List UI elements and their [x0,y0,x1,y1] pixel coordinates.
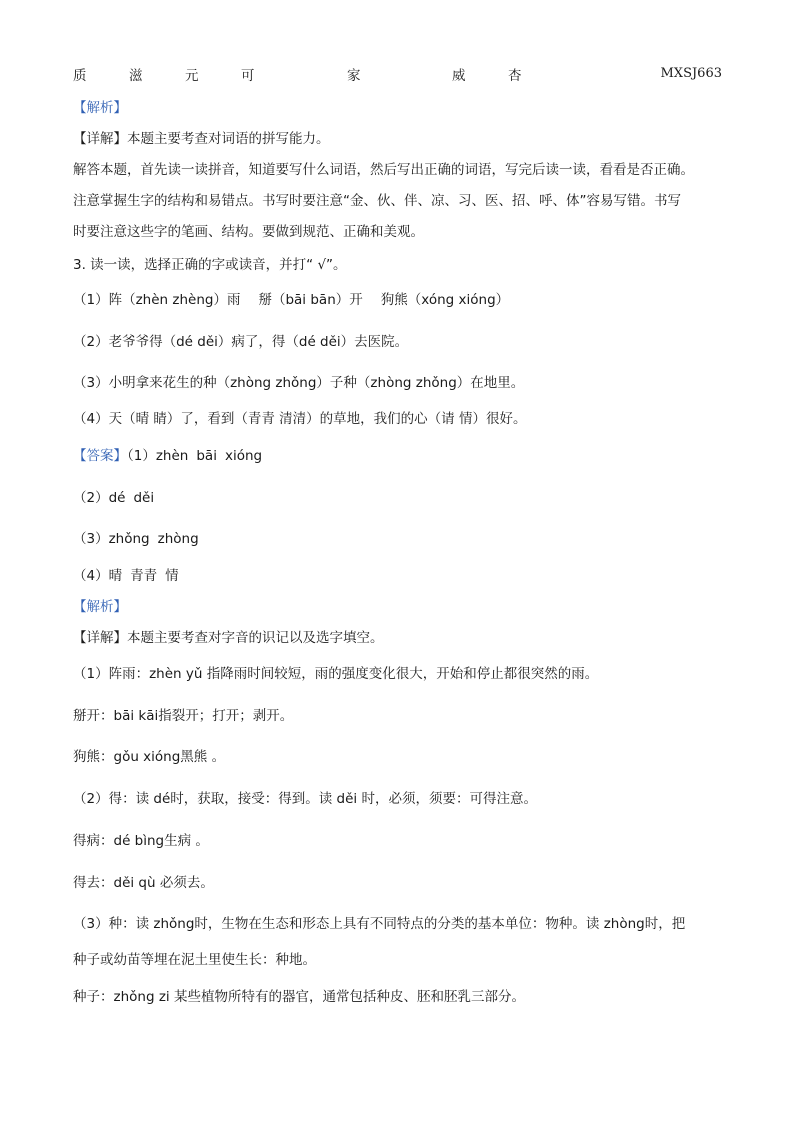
answer-value: 青青 [130,568,158,584]
answer-value: bāi [196,448,217,464]
answer-value: dé [108,490,126,506]
answer-value: zhòng [157,531,199,547]
detail-text: 本题主要考查对词语的拼写能力。 [127,131,330,147]
explanation: 掰开：bāi kāi指裂开；打开；剥开。 [73,708,294,724]
detail-line [73,628,384,648]
answer-label: （4） [73,568,109,584]
question-item-1 [73,290,509,310]
explanation: 种子：zhǒng zi 某些植物所特有的器官，通常包括种皮、胚和胚乳三部分。 [73,989,525,1005]
explanation: 种子或幼苗等埋在泥土里使生长：种地。 [73,952,316,968]
explanation: （2）得：读 dé时，获取，接受：得到。读 děi 时，必须，须要：可得注意。 [73,791,537,807]
top-word: 可 [241,68,255,84]
explanation: 得病：dé bìng生病 。 [73,833,209,849]
answer-value: zhèn [155,448,189,464]
explanation: 得去：děi qù 必须去。 [73,875,214,891]
answer-value: zhǒng [108,531,150,547]
question-title: 3. 读一读，选择正确的字或读音，并打“ √”。 [73,257,347,273]
top-word: 杏 [508,68,522,84]
question-item-3: （3）小明拿来花生的种（zhòng zhǒng）子种（zhòng zhǒng）在地里。 [73,375,525,391]
answer-value: 情 [165,568,179,584]
paragraph: 时要注意这些字的笔画、结构。要做到规范、正确和美观。 [73,224,424,240]
analysis-tag: 【解析】 [73,599,127,615]
answer-line-1 [73,446,262,466]
q1-part: 狗熊（xóng xióng） [380,292,510,308]
q1-part: 掰（bāi bān）开 [258,292,363,308]
page-code: MXSJ663 [660,66,722,81]
top-word: 质 [73,68,87,84]
detail-tag: 【详解】 [73,630,127,646]
paragraph: 解答本题，首先读一读拼音，知道要写什么词语，然后写出正确的词语，写完后读一读，看看是否正确。 [73,162,694,178]
answer-tag: 【答案】 [73,448,127,464]
explanation: （1）阵雨：zhèn yǔ 指降雨时间较短，雨的强度变化很大，开始和停止都很突然的雨。 [73,666,599,682]
question-item-4: （4）天（晴 睛）了，看到（青青 清清）的草地，我们的心（请 情）很好。 [73,411,527,427]
detail-line [73,129,330,149]
answer-label: （2） [73,490,109,506]
top-word: 滋 [129,68,143,84]
paragraph: 注意掌握生字的结构和易错点。书写时要注意“金、伙、伴、凉、习、医、招、呼、体”容易写错。书写 [73,193,681,209]
answer-label: （3） [73,531,109,547]
answer-line-2 [73,488,154,508]
explanation: （3）种：读 zhǒng时，生物在生态和形态上具有不同特点的分类的基本单位：物种。读 zhòng时，把 [73,916,686,932]
answer-value: 晴 [108,568,123,584]
explanation: 狗熊：gǒu xióng黑熊 。 [73,749,226,765]
analysis-tag: 【解析】 [73,100,127,116]
top-word: 家 [347,68,361,84]
answer-line-3 [73,529,199,549]
top-word: 威 [452,68,466,84]
detail-tag: 【详解】 [73,131,127,147]
answer-value: xióng [224,448,263,464]
detail-text: 本题主要考查对字音的识记以及选字填空。 [127,630,384,646]
top-word: 元 [185,68,199,84]
answer-value: děi [133,490,155,506]
question-item-2: （2）老爷爷得（dé děi）病了，得（dé děi）去医院。 [73,334,409,350]
answer-label: （1） [127,448,156,464]
answer-line-4 [73,566,179,586]
q1-part: （1）阵（zhèn zhèng）雨 [73,292,241,308]
